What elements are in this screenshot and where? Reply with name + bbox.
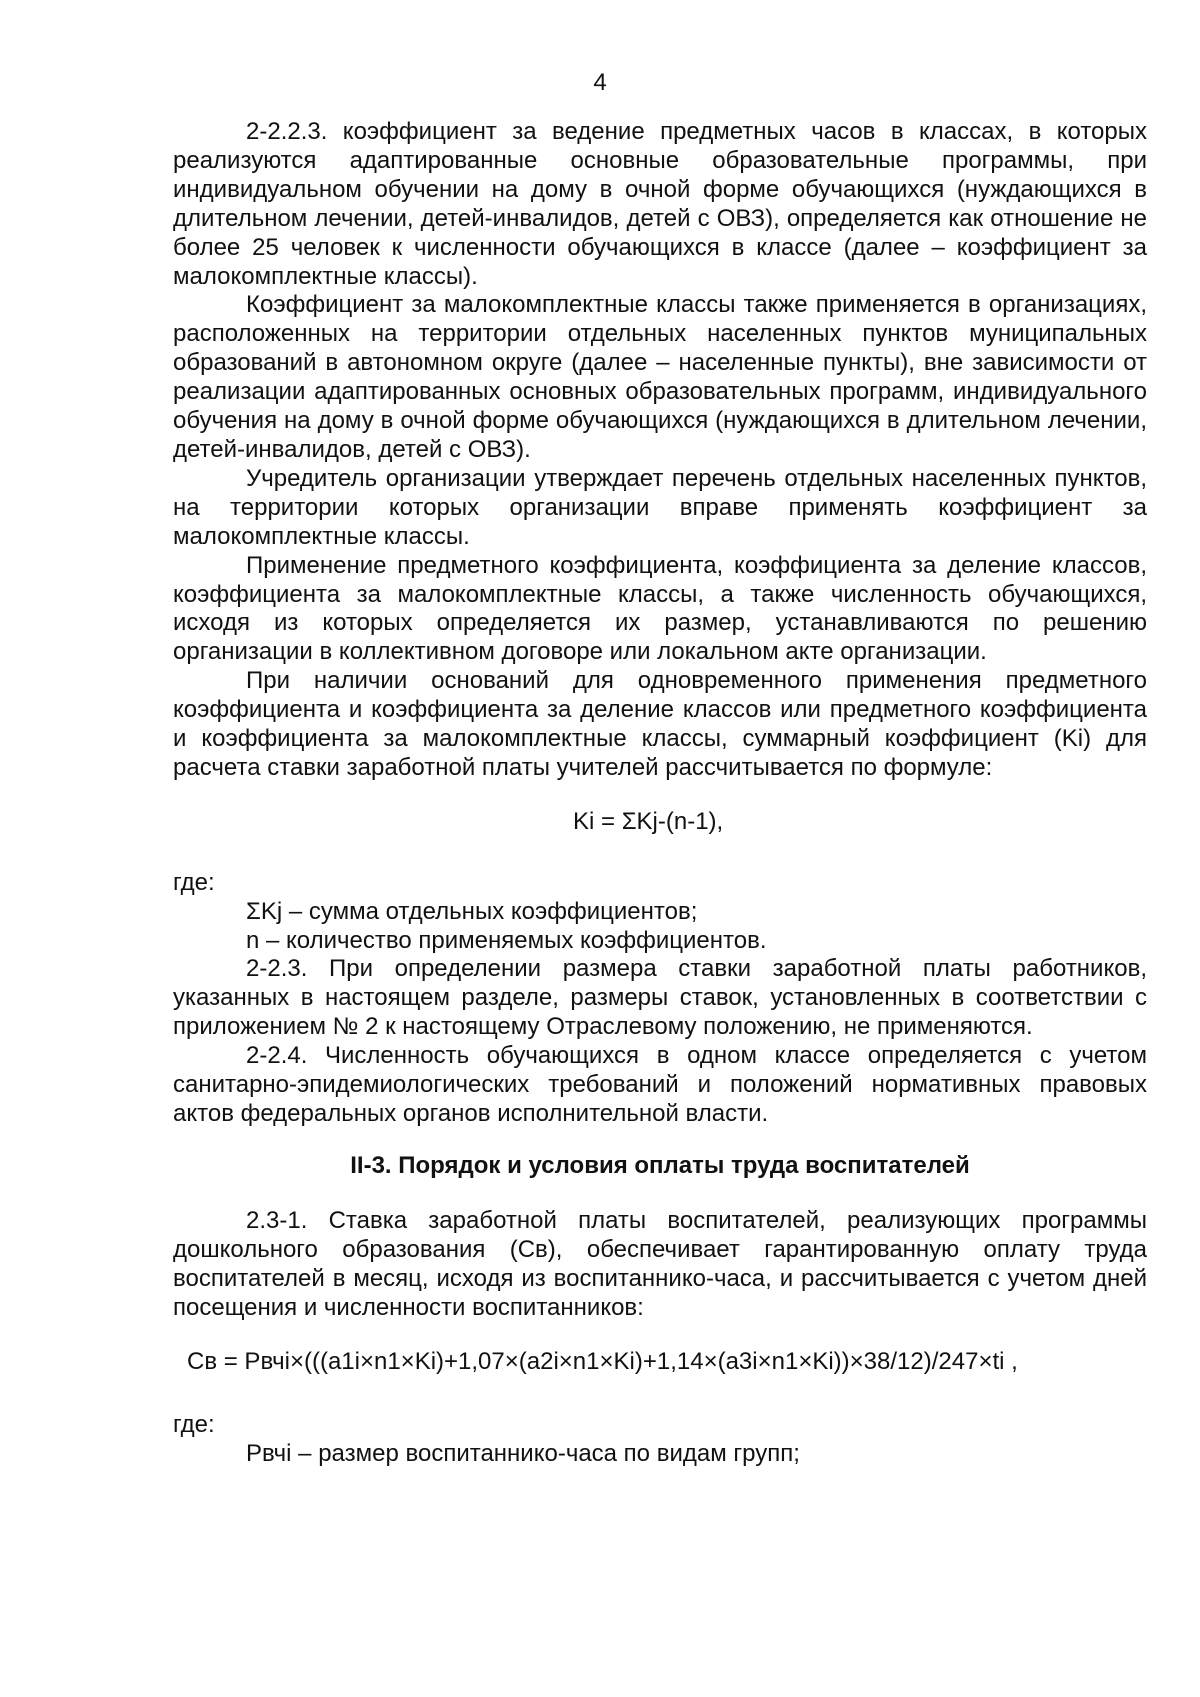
paragraph-combined-coefficient: При наличии оснований для одновременного применения предметного коэффициента и коэффициента за деление классов или предметного коэффициента и коэффициента за малокомплектные классы, суммарный коэффициент (Ki) для расчета ставки заработной платы учителей рассчитывается по формуле:: [173, 667, 1147, 781]
paragraph-founder-list: Учредитель организации утверждает перечень отдельных населенных пунктов, на территории которых организации вправе применять коэффициент за малокомплектные классы.: [173, 464, 1147, 550]
paragraph-2-2-2-3: 2-2.2.3. коэффициент за ведение предметных часов в классах, в которых реализуются адаптированные основные образовательные программы, при индивидуальном обучении на дому в очной форме обучающихся (нуждающихся в длительном лечении, детей-инвалидов, детей с ОВЗ), определяется как отношение не более 25 человек к численности обучающихся в классе (далее – коэффициент за малокомплектные классы).: [173, 118, 1147, 290]
definition-n: n – количество применяемых коэффициентов.: [246, 926, 767, 954]
section-heading: II-3. Порядок и условия оплаты труда воспитателей: [350, 1151, 970, 1179]
paragraph-2-3-1: 2.3-1. Ставка заработной платы воспитателей, реализующих программы дошкольного образования (Св), обеспечивает гарантированную оплату труда воспитателей в месяц, исходя из воспитаннико-часа, и рассчитывается с учетом дней посещения и численности воспитанников:: [173, 1206, 1147, 1321]
formula-ki: Ki = ΣKj-(n-1),: [573, 807, 724, 835]
paragraph-2-2-4: 2-2.4. Численность обучающихся в одном классе определяется с учетом санитарно-эпидемиологических требований и положений нормативных правовых актов федеральных органов исполнительной власти.: [173, 1042, 1147, 1127]
page-number: 4: [593, 69, 607, 96]
paragraph-application-of-coefficients: Применение предметного коэффициента, коэффициента за деление классов, коэффициента за малокомплектные классы, а также численность обучающихся, исходя из которых определяется их размер, устанавливаются по решению организации в коллективном договоре или локальном акте организации.: [173, 551, 1147, 666]
paragraph-small-classes-coefficient: Коэффициент за малокомплектные классы также применяется в организациях, расположенных на территории отдельных населенных пунктов муниципальных образований в автономном округе (далее – населенные пункты), вне зависимости от реализации адаптированных основных образовательных программ, индивидуального обучения на дому в очной форме обучающихся (нуждающихся в длительном лечении, детей-инвалидов, детей с ОВЗ).: [173, 291, 1147, 463]
document-body: [173, 118, 1147, 1469]
paragraph-2-2-3: 2-2.3. При определении размера ставки заработной платы работников, указанных в настоящем разделе, размеры ставок, установленных в соответствии с приложением № 2 к настоящему Отраслевому положению, не применяются.: [173, 955, 1147, 1041]
definition-rvch: Рвчi – размер воспитаннико-часа по видам групп;: [246, 1440, 800, 1468]
where-label: где:: [173, 868, 215, 896]
formula-sv: Св = Рвчi×(((a1i×n1×Ki)+1,07×(a2i×n1×Ki)+1,14×(a3i×n1×Ki))×38/12)/247×ti ,: [187, 1348, 1018, 1376]
definition-sum-kj: ΣKj – сумма отдельных коэффициентов;: [246, 897, 698, 925]
where-label-2: где:: [173, 1411, 215, 1439]
